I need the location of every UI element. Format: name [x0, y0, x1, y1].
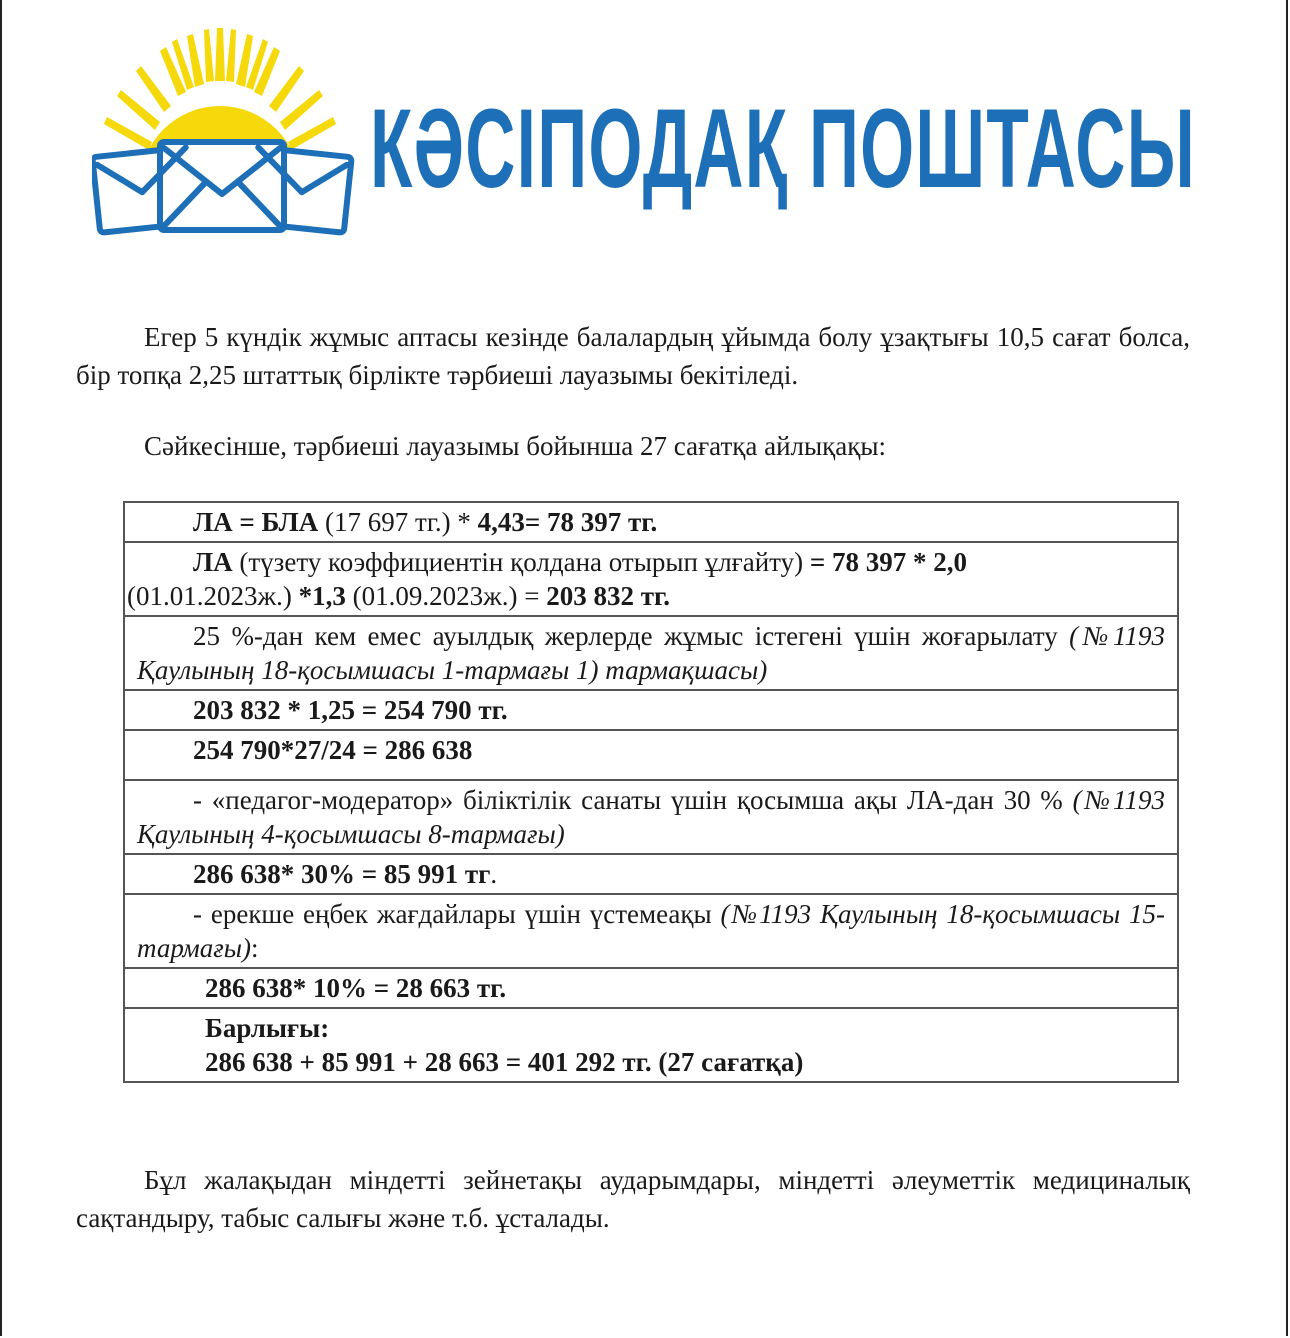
total-formula: 286 638 + 85 991 + 28 663 = 401 292 тг. (27 сағатқа): [205, 1047, 804, 1077]
table-row: [124, 502, 1178, 542]
table-row: [124, 1008, 1178, 1082]
logo: [92, 26, 1202, 241]
formula-result: 4,43= 78 397 тг.: [477, 507, 658, 537]
colon: :: [251, 933, 259, 963]
date-2023-01: (01.01.2023ж.): [127, 581, 299, 611]
special-conditions-reference: (№1193 Қаулының 18-қосымшасы 15-тармағы): [137, 899, 1165, 963]
formula-la-bla: ЛА = БЛА: [193, 507, 319, 537]
special-conditions-text: - ерекше еңбек жағдайлары үшін үстемеақы: [193, 899, 721, 929]
total-label: Барлығы:: [205, 1013, 330, 1043]
intro-text-1: Егер 5 күндік жұмыс аптасы кезінде балалардың ұйымда болу ұзақтығы 10,5 сағат болса, бір топқа 2,25 штаттық бірлікте тәрбиеші лауазымы бекітіледі.: [76, 322, 1190, 390]
hours-formula: 254 790*27/24 = 286 638: [193, 735, 473, 765]
date-2023-09: (01.09.2023ж.) =: [345, 581, 547, 611]
intro-paragraph-2: [76, 427, 1190, 465]
table-row: [124, 854, 1178, 894]
table-row: [124, 616, 1178, 690]
la-label: ЛА: [193, 547, 233, 577]
rural-increase-reference: (№1193 Қаулының 18-қосымшасы 1-тармағы 1) тармақшасы): [137, 621, 1165, 685]
coefficient-formula: = 78 397 * 2,0: [809, 547, 967, 577]
period: .: [490, 859, 498, 889]
special-conditions-formula: 286 638* 10% = 28 663 тг.: [205, 973, 507, 1003]
rural-increase-formula: 203 832 * 1,25 = 254 790 тг.: [193, 695, 508, 725]
table-row: [124, 542, 1178, 616]
brand-title: КӘСІПОДАҚ ПОШТАСЫ: [370, 86, 1196, 211]
rural-increase-text: 25 %-дан кем емес ауылдық жерлерде жұмыс істегені үшін жоғарылату: [193, 621, 1070, 651]
table-row: [124, 894, 1178, 968]
formula-base: (17 697 тг.) *: [318, 507, 478, 537]
intro-paragraph-1: [76, 318, 1190, 394]
category-bonus-text: - «педагог-модератор» біліктілік санаты үшін қосымша ақы ЛА-дан 30 %: [193, 785, 1073, 815]
salary-calculation-table: [123, 501, 1179, 1083]
table-row: [124, 780, 1178, 854]
sun-envelopes-icon: [92, 26, 362, 241]
footer-text: Бұл жалақыдан міндетті зейнетақы аударымдары, міндетті әлеуметтік медициналық сақтандыру, табыс салығы және т.б. ұсталады.: [76, 1165, 1190, 1233]
coefficient-1-3: *1,3: [298, 581, 346, 611]
footer-paragraph: [76, 1161, 1190, 1237]
table-row: [124, 730, 1178, 780]
intro-text-2: Сәйкесінше, тәрбиеші лауазымы бойынша 27 сағатқа айлықақы:: [144, 431, 887, 461]
category-bonus-formula: 286 638* 30% = 85 991 тг: [193, 859, 491, 889]
coefficient-note: (түзету коэффициентін қолдана отырып ұлғайту): [232, 547, 810, 577]
table-row: [124, 690, 1178, 730]
la-increased-result: 203 832 тг.: [546, 581, 670, 611]
table-row: [124, 968, 1178, 1008]
category-bonus-reference: (№1193 Қаулының 4-қосымшасы 8-тармағы): [137, 785, 1166, 849]
